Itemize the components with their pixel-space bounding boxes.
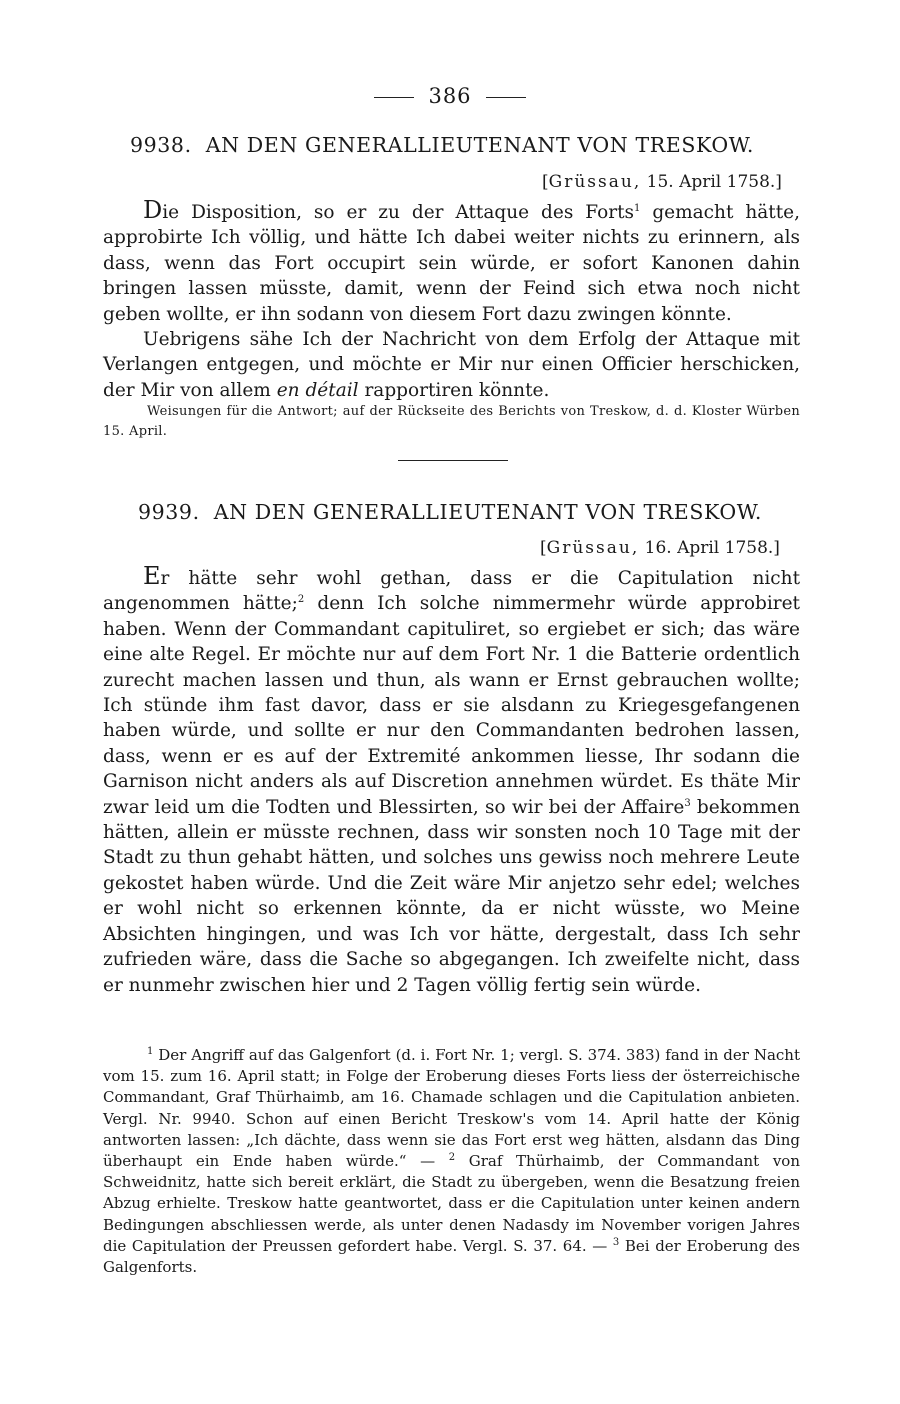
footnote-3: Bei der Eroberung des Galgenforts. <box>103 1236 800 1277</box>
text-run: Uebrigens sähe Ich der Nachricht von dem Erfolg der Attaque mit Verlangen entgegen, und möchte er Mir nur einen Officier herschicken, der Mir von allem <box>103 329 800 401</box>
letter-title: AN DEN GENERALLIEUTENANT VON TRESKOW. <box>213 500 762 524</box>
date-text: 16. April 1758.] <box>644 538 780 558</box>
initial-letter: E <box>143 562 161 590</box>
bracket: [ <box>542 172 549 192</box>
note-text: Weisungen für die Antwort; auf der Rückseite des Berichts von Treskow, d. d. Kloster Würben 15. April. <box>103 404 800 439</box>
emphasis: en détail <box>276 379 359 401</box>
page-number-text: 386 <box>428 84 472 108</box>
paragraph <box>103 327 800 403</box>
footnote-ref-1[interactable]: 1 <box>634 202 641 214</box>
paragraph <box>103 198 800 327</box>
letter-body-9939 <box>103 564 800 998</box>
date-text: 15. April 1758.] <box>646 172 782 192</box>
initial-letter: D <box>143 196 163 224</box>
text-run: bekommen hätten, allein er müsste rechnen, dass wir sonsten noch 10 Tage mit der Stadt zu thun gehabt hätten, und solches uns gewiss noch mehrere Leute gekostet haben würde. Und die Zeit wäre Mir anjetzo sehr edel; welches er wohl nicht so erkennen könnte, da er nicht wüsste, wo Meine Absichten hingingen, und was Ich vor hätte, dergestalt, dass Ich sehr zufrieden wäre, dass die Sache so abgegangen. Ich zweifelte nicht, dass er nunmehr zwischen hier und 2 Tagen völlig fertig sein würde. <box>103 796 801 996</box>
text-run: gemacht hätte, approbirte Ich völlig, und hätte Ich dabei weiter nichts zu erinnern, als dass, wenn das Fort occupirt sein würde, er sofort Kanonen dahin bringen lassen müsste, damit, wenn der Feind sich etwa noch nicht geben wollte, er ihn sodann von diesem Fort dazu zwingen könnte. <box>103 202 800 325</box>
text-run: rapportiren könnte. <box>358 379 550 401</box>
editorial-note-9938 <box>103 402 800 442</box>
paragraph <box>103 564 800 998</box>
letter-body-9938 <box>103 198 800 403</box>
text-run: r hätte sehr wohl gethan, dass er die Capitulation nicht angenommen hätte; <box>103 568 800 615</box>
dash-left <box>374 97 414 98</box>
page-number <box>0 84 900 108</box>
letter-number: 9939. <box>138 500 200 524</box>
letter-heading-9938 <box>130 133 790 157</box>
date-place: Grüssau, <box>548 172 642 192</box>
footnote-1: Der Angriff auf das Galgenfort (d. i. Fort Nr. 1; vergl. S. 374. 383) fand in der Nacht vom 15. zum 16. April statt; in Folge der Eroberung dieses Forts liess der österreichische Commandant, Graf Thürhaimb, am 16. Chamade schlagen und die Capitulation anbieten. Vergl. Nr. 9940. Schon auf einen Bericht Treskow's vom 14. April hatte der König antworten lassen: „Ich dächte, dass wenn sie das Fort erst weg hätten, alsdann das Ding überhaupt ein Ende haben würde.“ — <box>103 1046 800 1171</box>
text-run: ie Disposition, so er zu der Attaque des Forts <box>162 202 634 223</box>
date-place: Grüssau, <box>546 538 640 558</box>
section-divider <box>398 460 508 461</box>
footnote-mark-2: 2 <box>448 1152 456 1164</box>
letter-number: 9938. <box>130 133 192 157</box>
text-run: denn Ich solche nimmermehr würde approbiret haben. Wenn der Commandant capituliret, so ergiebet er sich; das wäre eine alte Regel. Er möchte nur auf dem Fort Nr. 1 die Batterie ordentlich zurecht machen lassen und thun, als wann er Ernst gebrauchen wollte; Ich stünde ihm fast davor, dass er sie alsdann zu Kriegesgefangenen haben würde, und sollte er nur den Commandanten bedrohen lassen, dass, wenn er es auf der Extremité ankommen liesse, Ihr sodann die Garnison nicht anders als auf Discretion annehmen würdet. Es thäte Mir zwar leid um die Todten und Blessirten, so wir bei der Affaire <box>103 593 800 818</box>
bracket: [ <box>540 538 547 558</box>
footnotes <box>103 1045 800 1278</box>
footnote-2: Graf Thürhaimb, der Commandant von Schweidnitz, hatte sich bereit erklärt, die Stadt zu übergeben, wenn die Besatzung freien Abzug erhielte. Treskow hatte geantwortet, dass er die Capitulation unter keinen andern Bedingungen abschliessen werde, als unter denen Nadasdy im November vorigen Jahres die Capitulation der Preussen gefordert habe. Vergl. S. 37. 64. — <box>103 1152 800 1255</box>
footnote-ref-2[interactable]: 2 <box>297 594 305 606</box>
letter-date-9938 <box>542 172 782 192</box>
footnote-mark-3: 3 <box>612 1236 620 1248</box>
letter-title: AN DEN GENERALLIEUTENANT VON TRESKOW. <box>205 133 754 157</box>
letter-heading-9939 <box>138 500 798 524</box>
footnote-ref-3[interactable]: 3 <box>684 797 691 809</box>
footnote-text <box>103 1045 800 1278</box>
letter-date-9939 <box>540 538 780 558</box>
dash-right <box>486 97 526 98</box>
footnote-mark-1: 1 <box>147 1046 154 1057</box>
